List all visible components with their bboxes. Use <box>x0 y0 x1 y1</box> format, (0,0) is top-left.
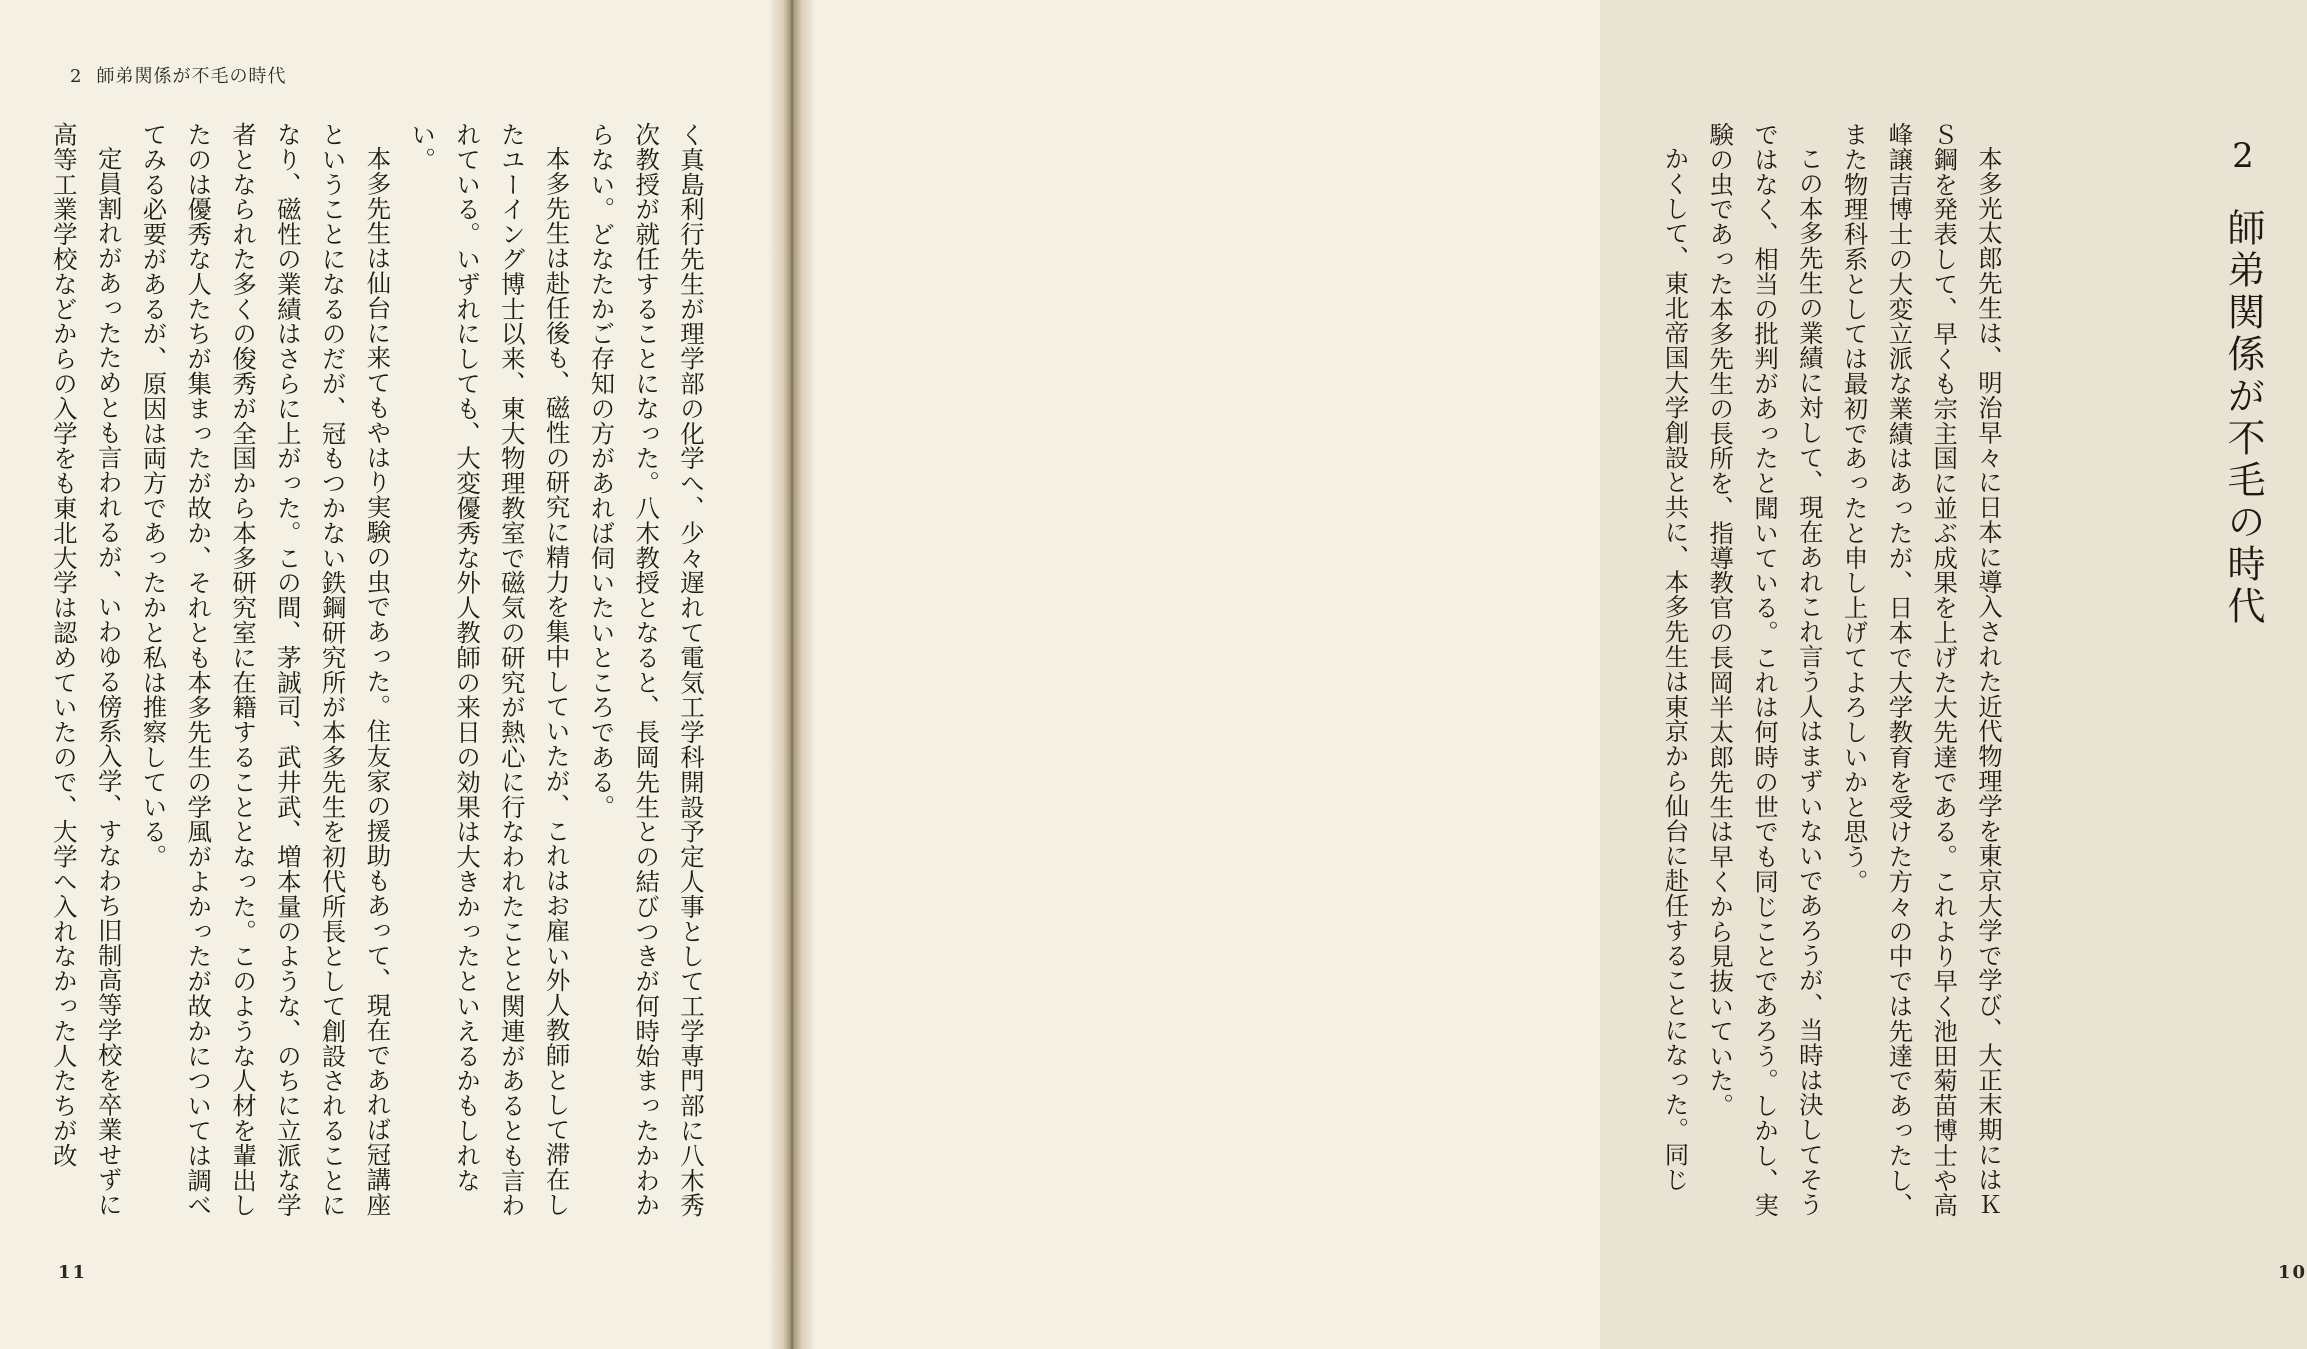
running-head-number: 2 <box>70 66 83 87</box>
page-number-left: 11 <box>58 1262 88 1283</box>
running-head-title: 師弟関係が不毛の時代 <box>96 66 287 87</box>
left-page <box>0 0 786 1349</box>
paragraph: 本多先生は赴任後も、磁性の研究に精力を集中していたが、これはお雇い外人教師として滞在したユーイング博士以来、東大物理教室で磁気の研究が熱心に行なわれたことと関連があるとも言われている。いずれにしても、大変優秀な外人教師の来日の効果は大きかったといえるかもしれない。 <box>407 122 571 1218</box>
right-text-column <box>1612 122 2010 1222</box>
paragraph: かくして、東北帝国大学創設と共に、本多先生は東京から仙台に赴任することになった。同じ <box>1660 146 1690 1193</box>
paragraph: この本多先生の業績に対して、現在あれこれ言う人はまずいないであろうが、当時は決してそうではなく、相当の批判があったと聞いている。これは何時の世でも同じことであろう。しかし、実験の虫であった本多先生の長所を、指導教官の長岡半太郎先生は早くから見抜いていた。 <box>1705 122 1824 1218</box>
right-page <box>800 0 2307 1349</box>
running-head <box>70 62 286 88</box>
page-number-right: 10 <box>2278 1262 2307 1283</box>
left-text-column <box>36 122 712 1222</box>
paragraph: 本多先生は仙台に来てもやはり実験の虫であった。住友家の援助もあって、現在であれば冠講座ということになるのだが、冠もつかない鉄鋼研究所が本多先生を初代所長として創設されることになり、磁性の業績はさらに上がった。この間、茅誠司、武井武、増本量のような、のちに立派な学者となられた多くの俊秀が全国から本多研究室に在籍することとなった。このような人材を輩出したのは優秀な人たちが集まったが故か、それとも本多先生の学風がよかったが故かについては調べてみる必要があるが、原因は両方であったかと私は推察している。 <box>138 122 392 1218</box>
chapter-title: 師弟関係が不毛の時代 <box>2221 208 2265 628</box>
chapter-number: 2 <box>2232 136 2254 176</box>
paragraph: く真島利行先生が理学部の化学へ、少々遅れて電気工学科開設予定人事として工学専門部に八木秀次教授が就任することになった。八木教授となると、長岡先生との結びつきが何時始まったかわからない。どなたかご存知の方があれば伺いたいところである。 <box>586 122 705 1218</box>
book-gutter <box>770 0 814 1349</box>
paragraph: 本多光太郎先生は、明治早々に日本に導入された近代物理学を東京大学で学び、大正末期にはＫＳ鋼を発表して、早くも宗主国に並ぶ成果を上げた大先達である。これより早く池田菊苗博士や高峰譲吉博士の大変立派な業績はあったが、日本で大学教育を受けた方々の中では先達であったし、また物理科系としては最初であったと申し上げてよろしいかと思う。 <box>1839 122 2003 1218</box>
paragraph: 定員割れがあったためとも言われるが、いわゆる傍系入学、すなわち旧制高等学校を卒業せずに高等工業学校などからの入学をも東北大学は認めていたので、大学へ入れなかった人たちが改 <box>48 122 123 1218</box>
